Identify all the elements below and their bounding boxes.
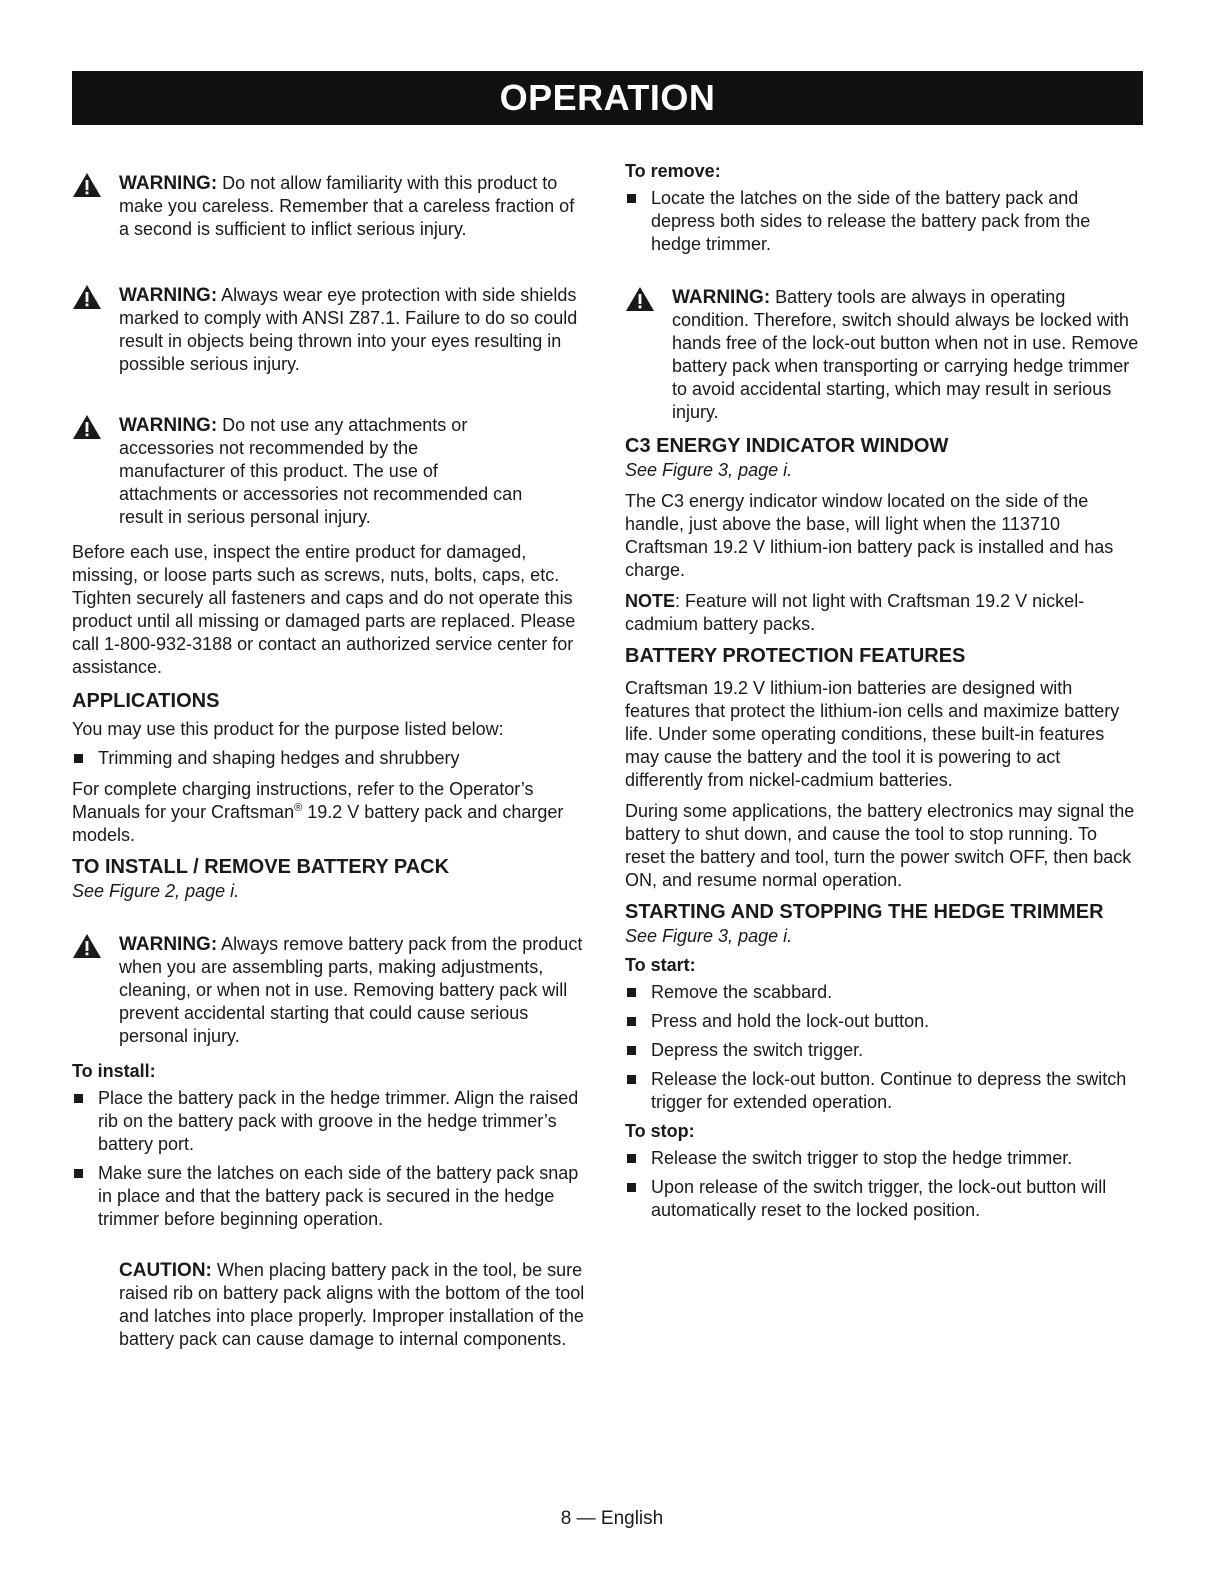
protection-paragraph-2: During some applications, the battery electronics may signal the battery to shut down, and cause the tool to stop running. To reset the battery and tool, turn the power switch OFF, then back ON, and resume normal operation.	[625, 801, 1135, 890]
warning-triangle-icon	[72, 414, 102, 440]
stop-subheading: To stop:	[625, 1121, 695, 1141]
warning-label: WARNING:	[672, 287, 771, 308]
c3-heading: C3 ENERGY INDICATOR WINDOW	[625, 435, 949, 457]
list-item: Make sure the latches on each side of the battery pack snap in place and that the battery pack is secured in the hedge trimmer before beginning operation.	[72, 1162, 587, 1231]
caution-label: CAUTION:	[119, 1260, 212, 1281]
warning-familiarity	[72, 172, 587, 241]
warning-text: Battery tools are always in operating condition. Therefore, switch should always be locked with hands free of the lock-out button when not in use. Remove battery pack when transporting or carrying hedge trimmer to avoid accidental starting, which may result in serious injury.	[672, 287, 1139, 422]
warning-triangle-icon	[72, 933, 102, 959]
applications-list	[72, 747, 587, 770]
warning-text: Always remove battery pack from the product when you are assembling parts, making adjustments, cleaning, or when not in use. Removing battery pack will prevent accidental starting that could cause serious personal injury.	[119, 934, 583, 1046]
charging-text-a: For complete charging instructions, refer to the Operator’s Manuals for your Craftsman	[72, 779, 534, 822]
charging-text-b: 19.2 V battery pack and charger models.	[72, 802, 564, 845]
start-steps	[625, 981, 1140, 1114]
list-item: Upon release of the switch trigger, the lock-out button will automatically reset to the locked position.	[625, 1176, 1140, 1222]
warning-text: Always wear eye protection with side shields marked to comply with ANSI Z87.1. Failure to do so could result in objects being thrown into your eyes resulting in possible serious injury.	[119, 285, 578, 374]
install-steps	[72, 1087, 587, 1231]
protection-paragraph-1: Craftsman 19.2 V lithium-ion batteries are designed with features that protect the lithium-ion cells and maximize battery life. Under some operating conditions, these built-in features may cause the battery and the tool it is powering to act differently from nickel-cadmium batteries.	[625, 678, 1120, 790]
inspect-paragraph: Before each use, inspect the entire product for damaged, missing, or loose parts such as screws, nuts, bolts, caps, etc. Tighten securely all fasteners and caps and do not operate this product until all missing or damaged parts are replaced. Please call 1-800-932-3188 or contact an authorized service center for assistance.	[72, 542, 576, 677]
warning-battery-tools	[625, 286, 1140, 424]
c3-note	[625, 590, 1140, 636]
caution-block	[72, 1259, 587, 1351]
list-item: Locate the latches on the side of the battery pack and depress both sides to release the battery pack from the hedge trimmer.	[625, 187, 1140, 256]
warning-label: WARNING:	[119, 285, 218, 306]
warning-label: WARNING:	[119, 415, 218, 436]
warning-triangle-icon	[72, 172, 102, 198]
warning-eye-protection	[72, 284, 587, 376]
start-subheading: To start:	[625, 955, 696, 975]
charging-paragraph	[72, 778, 587, 847]
protection-heading: BATTERY PROTECTION FEATURES	[625, 645, 966, 667]
warning-triangle-icon	[625, 286, 655, 312]
left-column	[72, 170, 587, 1351]
install-subheading: To install:	[72, 1061, 156, 1081]
list-item: Depress the switch trigger.	[625, 1039, 1140, 1062]
list-item: Press and hold the lock-out button.	[625, 1010, 1140, 1033]
list-item: Place the battery pack in the hedge trimmer. Align the raised rib on the battery pack with groove in the hedge trimmer’s battery port.	[72, 1087, 587, 1156]
remove-subheading: To remove:	[625, 161, 721, 181]
figure-reference: See Figure 3, page i.	[625, 460, 793, 480]
list-item: Release the switch trigger to stop the hedge trimmer.	[625, 1147, 1140, 1170]
warning-remove-battery	[72, 933, 587, 1048]
note-label: NOTE	[625, 591, 676, 611]
warning-label: WARNING:	[119, 173, 218, 194]
registered-mark: ®	[294, 802, 303, 814]
caution-text: When placing battery pack in the tool, be sure raised rib on battery pack aligns with the bottom of the tool and latches into place properly. Improper installation of the battery pack can cause damage to internal components.	[119, 1260, 585, 1349]
install-heading: TO INSTALL / REMOVE BATTERY PACK	[72, 856, 450, 878]
applications-heading: APPLICATIONS	[72, 690, 220, 712]
warning-text: Do not allow familiarity with this product to make you careless. Remember that a careless fraction of a second is sufficient to inflict serious injury.	[119, 173, 575, 239]
page-footer: 8 — English	[560, 1508, 664, 1529]
c3-paragraph: The C3 energy indicator window located on the side of the handle, just above the base, will light when the 113710 Craftsman 19.2 V lithium-ion battery pack is installed and has charge.	[625, 491, 1114, 580]
note-text: : Feature will not light with Craftsman 19.2 V nickel-cadmium battery packs.	[625, 591, 1085, 634]
figure-reference: See Figure 3, page i.	[625, 926, 793, 946]
starting-heading: STARTING AND STOPPING THE HEDGE TRIMMER	[625, 901, 1104, 923]
list-item: Release the lock-out button. Continue to depress the switch trigger for extended operation.	[625, 1068, 1140, 1114]
warning-triangle-icon	[72, 284, 102, 310]
right-column	[625, 160, 1140, 1228]
warning-attachments	[72, 414, 587, 529]
list-item: Remove the scabbard.	[625, 981, 1140, 1004]
warning-text: Do not use any attachments or accessories not recommended by the manufacturer of this product. The use of attachments or accessories not recommended can result in serious personal injury.	[119, 415, 523, 527]
stop-steps	[625, 1147, 1140, 1222]
section-banner: OPERATION	[72, 71, 1143, 125]
applications-intro: You may use this product for the purpose listed below:	[72, 719, 504, 739]
figure-reference: See Figure 2, page i.	[72, 881, 240, 901]
remove-steps	[625, 187, 1140, 256]
list-item: Trimming and shaping hedges and shrubbery	[72, 747, 587, 770]
warning-label: WARNING:	[119, 934, 218, 955]
